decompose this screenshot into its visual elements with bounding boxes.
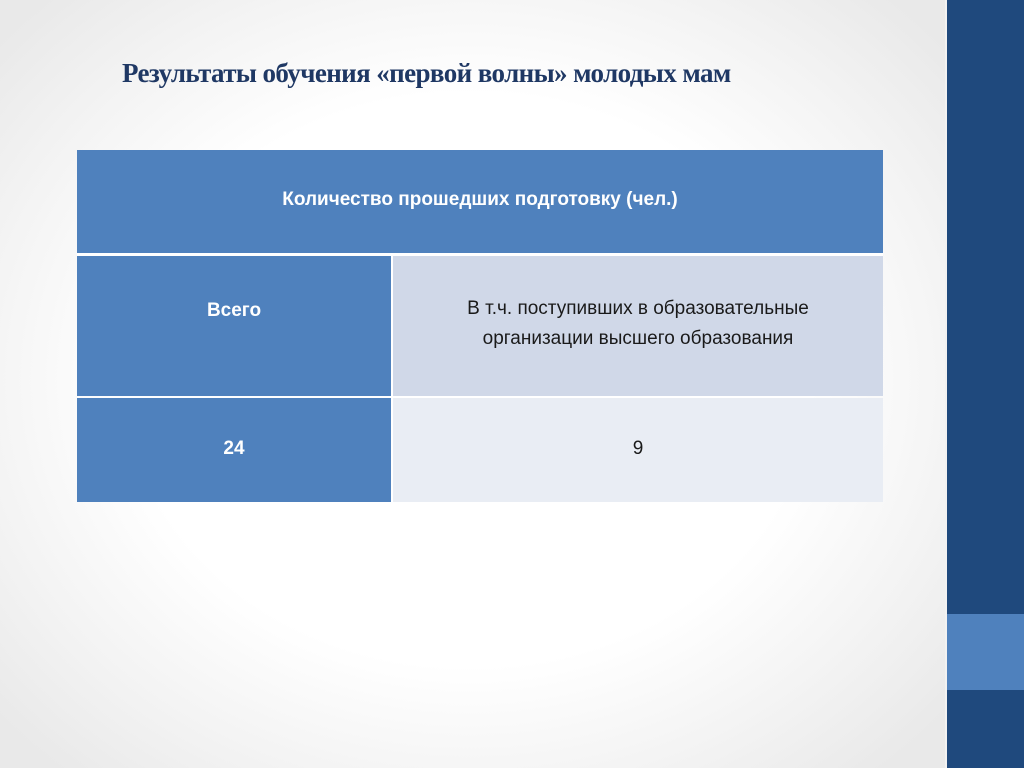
table-header-text: Количество прошедших подготовку (чел.): [282, 189, 678, 211]
value-total-text: 24: [223, 438, 245, 459]
slide-title: Результаты обучения «первой волны» молодых мам: [122, 58, 731, 88]
results-table: [77, 150, 883, 502]
value-admitted: [393, 398, 883, 502]
table-header-cell: [77, 150, 883, 253]
column-label-total: [77, 256, 391, 396]
column-label-admitted-text: В т.ч. поступивших в образовательные организации высшего образования: [467, 298, 809, 350]
decorative-sidebar-accent: [947, 614, 1024, 690]
value-total: [77, 398, 391, 502]
column-label-admitted: [393, 256, 883, 396]
column-label-total-text: Всего: [206, 300, 262, 321]
value-admitted-text: 9: [632, 438, 644, 459]
